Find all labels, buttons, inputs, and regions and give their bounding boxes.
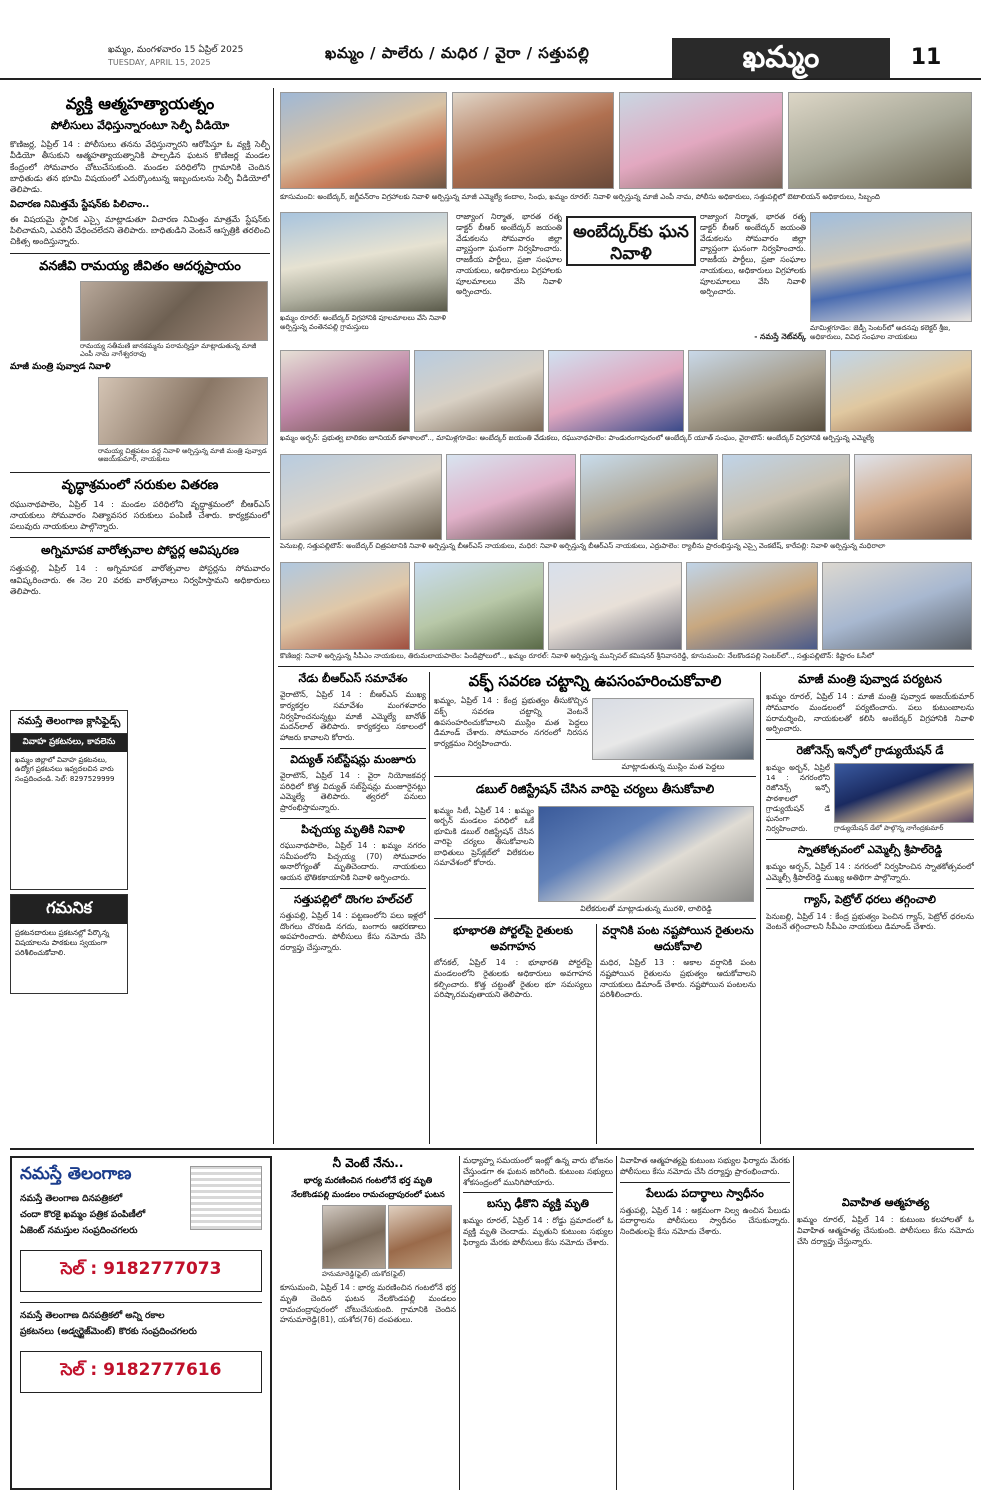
ad-line1: నమస్తే తెలంగాణ దినపత్రికలో xyxy=(20,1194,123,1204)
story-double-registration: ఖమ్మం సిటీ, ఏప్రిల్ 14 : ఖమ్మం అర్బన్ మండలం పరిధిలో ఒకే భూమికి డబుల్ రిజిస్ట్రేషన్ చేసిన వారిపై చర్యలు తీసుకోవాలని బాధితులు ప్రెస్‌క్లబ్‌లో విలేకరుల సమావేశంలో కోరారు. xyxy=(434,806,534,868)
feature-story-right: రాజ్యాంగ నిర్మాత, భారత రత్న డాక్టర్ బీఆర్ అంబేద్కర్ జయంతి వేడుకలను సోమవారం జిల్లా వ్యాప్తంగా ఘనంగా నిర్వహించారు. రాజకీయ పార్టీలు, ప్రజా సంఘాల నాయకులు, అధికారులు విగ్రహాలకు పూలమాలలు వేసి నివాళి అర్పించారు. xyxy=(700,212,806,297)
photo-madhira xyxy=(580,454,718,540)
notice-box xyxy=(10,894,128,994)
story-graduation-day: ఖమ్మం అర్బన్, ఏప్రిల్ 14 : నగరంలోని రెజోనెన్స్ ఇన్ఫో పాఠశాలలో గ్రాడ్యుయేషన్ డే ఘనంగా నిర్వహించారు. xyxy=(766,763,830,834)
story-fire-week: సత్తుపల్లి, ఏప్రిల్ 14 : అగ్నిమాపక వారోత్సవాల పోస్టర్లను సోమవారం ఆవిష్కరించారు. ఈ నెల 20 వరకు వారోత్సవాలు నిర్వహిస్తామని అధికారులు తెలిపారు. xyxy=(10,563,270,597)
photo-yashoda xyxy=(388,1205,452,1269)
headline-bhubharati: భూభారతి పోర్టల్‌పై రైతులకు అవగాహన xyxy=(453,924,573,953)
masthead xyxy=(0,0,981,80)
story-couple-cont: మధ్యాహ్న సమయంలో ఇంట్లో ఉన్న వారు భోజనం చేస్తుండగా ఈ ఘటన జరిగింది. కుటుంబ సభ్యులు శోకసంద్రంలో మునిగిపోయారు. xyxy=(463,1156,613,1187)
feature-headline-box xyxy=(566,216,696,266)
story-substations: వైరాటౌన్, ఏప్రిల్ 14 : వైరా నియోజకవర్గ పరిధిలో కొత్త విద్యుత్ సబ్‌స్టేషన్లు మంజూరైనట్లు ఎమ్మెల్యే తెలిపారు. త్వరలో పనులు ప్రారంభిస్తామన్నారు. xyxy=(280,770,426,812)
headline-bus-accident: బస్సు ఢీకొని వ్యక్తి మృతి xyxy=(486,1197,590,1211)
story-crop-loss: మధిర, ఏప్రిల్ 13 : అకాల వర్షానికి పంట నష్టపోయిన రైతులను ప్రభుత్వం ఆదుకోవాలని నాయకులు డిమాండ్ చేశారు. నష్టపోయిన పంటలను పరిశీలించారు. xyxy=(600,958,756,1000)
caption-wakf: మాట్లాడుతున్న ముస్లిం మత పెద్దలు xyxy=(621,762,725,771)
headline-married-woman: వివాహిత ఆత్మహత్య xyxy=(841,1196,930,1209)
rule-double-registration xyxy=(434,918,756,919)
story-couple: కూసుమంచి, ఏప్రిల్ 14 : భార్య మరణించిన గంటలోనే భర్త మృతి చెందిన ఘటన నేలకొండపల్లి మండలం రామచంద్రాపురంలో చోటుచేసుకుంది. గ్రామానికి చెందిన హనుమారెడ్డి(81), యశోద(76) దంపతులు. xyxy=(280,1283,456,1325)
ad-brand: నమస్తే తెలంగాణ xyxy=(20,1164,132,1184)
photo-wyra-mla xyxy=(830,350,972,432)
photo-errupalem-rally xyxy=(722,454,850,540)
headline-fire-week: అగ్నిమాపక వారోత్సవాల పోస్టర్ల ఆవిష్కరణ xyxy=(41,543,239,558)
caption-row4: కొణిజర్ల: నివాళి అర్పిస్తున్న సీపీఎం నాయకులు, తిరుమలాయపాలెం: పిండిప్రోలులో.., ఖమ్మం రూరల్: నివాళి అర్పిస్తున్న మున్సిపల్ కమిషనర్ శ్రీనివాసరెడ్డి, కూసుమంచి: నేలకొండపల్లి సెంటర్‌లో.., సత్తుపల్లిటౌన్: కిష్టారం ఓసీలో xyxy=(280,652,874,660)
photo-youth-sangham xyxy=(688,350,826,432)
masthead-date xyxy=(108,44,243,68)
feature-byline: - నమస్తే నెట్‌వర్క్ xyxy=(754,332,806,341)
right-column xyxy=(766,672,974,1144)
subhead-enquiry: విచారణ నిమిత్తమే స్టేషన్‌కు పిలిచాం.. xyxy=(10,198,150,210)
headline-crop-loss: వర్షానికి పంట నష్టపోయిన రైతులను ఆదుకోవాలి xyxy=(602,924,754,953)
headline-convocation: స్నాతకోత్సవంలో ఎమ్మెల్సీ శ్రీపాల్‌రెడ్డి xyxy=(797,844,943,856)
headline-thieves: సత్తుపల్లిలో దొంగల హల్‌చల్ xyxy=(293,892,413,906)
caption-mamillagudem: మామిళ్లగూడెం: జెడ్పీ సెంటర్‌లో అదనపు కలెక్టర్ శ్రీజ, అధికారులు, వివిధ సంఘాల నాయకులు xyxy=(810,324,951,342)
headline-substations: విద్యుత్ సబ్‌స్టేషన్లు మంజూరు xyxy=(290,752,416,766)
story-explosives: సత్తుపల్లి, ఏప్రిల్ 14 : అక్రమంగా నిల్వ ఉంచిన పేలుడు పదార్థాలను పోలీసులు స్వాధీనం చేసుకున్నారు. నిందితులపై కేసు నమోదు చేశారు. xyxy=(620,1205,790,1236)
photo-penuballi xyxy=(280,454,442,540)
story-suicide-attempt: కొణిజర్ల, ఏప్రిల్ 14 : పోలీసులు తనను వేధిస్తున్నారని ఆరోపిస్తూ ఓ వ్యక్తి సెల్ఫీ వీడియో తీసుకుని ఆత్మహత్యాయత్నానికి పాల్పడిన ఘటన కొణిజర్ల మండల కేంద్రంలో సోమవారం చోటుచేసుకుంది. మండల పరిధిలోని గ్రామానికి చెందిన బాధితుడు తన భూమి విషయంలో ఎదుర్కొంటున్న ఇబ్బందులను సెల్ఫీ వీడియోలో తెలిపాడు. xyxy=(10,139,270,195)
story-thieves: సత్తుపల్లి, ఏప్రిల్ 14 : పట్టణంలోని పలు ఇళ్లలో దొంగలు చొరబడి నగదు, బంగారు ఆభరణాలు అపహరించారు. పోలీసులు కేసు నమోదు చేసి దర్యాప్తు చేస్తున్నారు. xyxy=(280,910,426,952)
headline-suicide-attempt: వ్యక్తి ఆత్మహత్యాయత్నం xyxy=(65,94,215,113)
classifieds-body: ఖమ్మం జిల్లాలో వివాహ ప్రకటనలు, ఉద్యోగ ప్రకటనలు ఇవ్వదలచిన వారు సంప్రదించండి. సెల్: 8297529999 xyxy=(15,756,115,783)
caption-vanajeevi: రామయ్య సతీమణి జానకమ్మను పరామర్శిస్తూ మాట్లాడుతున్న మాజీ ఎంపీ నామ నాగేశ్వరరావు xyxy=(80,341,257,359)
story-wakf: ఖమ్మం, ఏప్రిల్ 14 : కేంద్ర ప్రభుత్వం తీసుకొచ్చిన వక్ఫ్ సవరణ చట్టాన్ని వెంటనే ఉపసంహరించుకోవాలని ముస్లిం మత పెద్దలు డిమాండ్ చేశారు. సోమవారం నగరంలో నిరసన కార్యక్రమం నిర్వహించారు. xyxy=(434,696,588,748)
bottom-rule-3 xyxy=(793,1156,794,1490)
bottom-story-bus xyxy=(463,1156,613,1490)
caption-puvvada-tribute: రామయ్య చిత్రపటం వద్ద నివాళి అర్పిస్తున్న మాజీ మంత్రి పువ్వాడ అజయ్‌కుమార్, నాయకులు xyxy=(98,446,267,464)
photo-hanumareddy xyxy=(322,1205,386,1269)
ad-phone-subscription: సెల్ : 9182777073 xyxy=(20,1250,262,1292)
headline-gas-petrol: గ్యాస్, పెట్రోల్ ధరలు తగ్గించాలి xyxy=(804,892,936,906)
ad-line5: ప్రకటనలు (అడ్వర్టైజ్‌మెంట్) కొరకు సంప్రదించగలరు xyxy=(20,1327,197,1337)
caption-row3: పెనుబల్లి, సత్తుపల్లిటౌన్: అంబేద్కర్ చిత్రపటానికి నివాళి అర్పిస్తున్న బీఆర్‌ఎస్ నాయకులు, మధిర: నివాళి అర్పిస్తున్న బీఆర్‌ఎస్ నాయకులు, ఎర్రుపాలెం: ర్యాలీను ప్రారంభిస్తున్న ఎస్సై వెంకటేష్, కారేపల్లి: నివాళి అర్పిస్తున్న మధిరాలా xyxy=(280,542,886,550)
photo-vantenapalli xyxy=(280,212,448,312)
date-telugu: ఖమ్మం, మంగళవారం 15 ఏప్రిల్ 2025 xyxy=(108,45,244,55)
column-rule-middle xyxy=(429,672,430,1144)
photo-kusumanchi xyxy=(280,92,447,189)
photo-puvvada-tribute xyxy=(98,377,268,445)
subhead-puvvada-tribute: మాజీ మంత్రి పువ్వాడ నివాళి xyxy=(10,361,111,372)
notice-body: ప్రకటనదారులు ప్రకటనల్లో పేర్కొన్న విషయాలను పాఠకులు స్వయంగా పరిశీలించుకోవాలి. xyxy=(15,928,110,958)
photo-students-rally xyxy=(548,350,684,432)
photo-mamillagudem-statue xyxy=(810,212,972,322)
photo-graduation xyxy=(834,763,974,823)
story-enquiry: ఈ విషయమై స్థానిక ఎస్సై మాట్లాడుతూ విచారణ నిమిత్తం మాత్రమే స్టేషన్‌కు పిలిచామని, ఎవరినీ వేధించలేదని తెలిపారు. బాధితుడిని వెంటనే ఆస్పత్రికి తరలించి చికిత్స అందిస్తున్నారు. xyxy=(10,213,270,247)
photo-konijerla-cpm xyxy=(280,562,410,650)
ad-phone-advertisement: సెల్ : 9182777616 xyxy=(20,1351,262,1393)
ad-line2: చందా కొరకై ఖమ్మం పత్రిక పంపిణీలో xyxy=(20,1210,146,1220)
story-bus-accident: ఖమ్మం రూరల్, ఏప్రిల్ 14 : రోడ్డు ప్రమాదంలో ఓ వ్యక్తి మృతి చెందాడు. మృతుని కుటుంబ సభ్యుల ఫిర్యాదు మేరకు పోలీసులు కేసు నమోదు చేశారు. xyxy=(463,1216,613,1247)
column-rule-bhubharati xyxy=(596,924,597,1144)
date-english: TUESDAY, APRIL 15, 2025 xyxy=(108,57,211,67)
photo-karepalli xyxy=(854,454,972,540)
story-puvvada-tour: ఖమ్మం రూరల్, ఏప్రిల్ 14 : మాజీ మంత్రి పువ్వాడ అజయ్‌కుమార్ సోమవారం మండలంలో పర్యటించారు. పలు కుటుంబాలను పరామర్శించి, నాయకులతో కలిసి అంబేద్కర్ విగ్రహానికి నివాళి అర్పించారు. xyxy=(766,692,974,734)
subhead-couple-place: నేలకొండపల్లి మండలం రామచంద్రాపురంలో ఘటన xyxy=(291,1190,445,1199)
story-suicide-cont: వివాహిత ఆత్మహత్యపై కుటుంబ సభ్యుల ఫిర్యాదు మేరకు పోలీసులు కేసు నమోదు చేసి దర్యాప్తు ప్రారంభించారు. xyxy=(620,1156,790,1176)
photo-pindiprolu xyxy=(414,562,544,650)
photo-wakf-protest xyxy=(592,698,754,760)
ad-line3: ఏజెంట్ నమస్తుల సంప్రదించగలరు xyxy=(20,1226,138,1236)
photo-municipal-commissioner xyxy=(548,562,682,650)
photo-khammam-rural xyxy=(619,92,783,189)
story-oldage-home: రఘునాథపాలెం, ఏప్రిల్ 14 : మండల పరిధిలోని వృద్ధాశ్రమంలో బీఆర్‌ఎస్ నాయకులు సోమవారం నిత్యావసర సరుకులు పంపిణీ చేశారు. కార్యక్రమంలో పలువురు నాయకులు పాల్గొన్నారు. xyxy=(10,498,270,532)
ad-line4: నమస్తే తెలంగాణ దినపత్రికలో అన్ని రకాల xyxy=(20,1311,165,1321)
headline-brs-meeting: నేడు బీఆర్‌ఎస్ సమావేశం xyxy=(298,672,408,685)
headline-couple: నీ వెంటే నేను.. xyxy=(332,1156,404,1170)
headline-vanajeevi: వనజీవి రామయ్య జీవితం ఆదర్శప్రాయం xyxy=(39,258,241,274)
column-rule-left xyxy=(273,88,274,1144)
photo-sathupalli-battalion xyxy=(788,92,972,189)
subhead-couple: భార్య మరణించిన గంటలోనే భర్త మృతి xyxy=(303,1176,433,1186)
classifieds-band: వివాహ ప్రకటనలు, కావలెను xyxy=(11,734,127,752)
caption-press-club: విలేకరులతో మాట్లాడుతున్న మురళి, లాలిరెడ్డి xyxy=(580,904,712,913)
bottom-story-explosives xyxy=(620,1156,790,1490)
column-rule-right xyxy=(760,672,761,1144)
headline-double-registration: డబుల్ రిజిస్ట్రేషన్ చేసిన వారిపై చర్యలు తీసుకోవాలి xyxy=(475,782,715,796)
subhead-selfie-video: పోలీసులు వేధిస్తున్నారంటూ సెల్ఫీ వీడియో xyxy=(50,119,230,132)
edition-name: ఖమ్మం xyxy=(672,38,890,78)
story-brs-meeting: వైరాటౌన్, ఏప్రిల్ 14 : బీఆర్‌ఎస్ ముఖ్య కార్యకర్తల సమావేశం మంగళవారం నిర్వహించనున్నట్లు మాజీ ఎమ్మెల్యే బానోత్ మదన్‌లాల్ తెలిపారు. కార్యకర్తలు సకాలంలో హాజరు కావాలని కోరారు. xyxy=(280,690,426,742)
photo-kishtaram-oc xyxy=(822,562,972,650)
story-pichaiah: రఘునాథపాలెం, ఏప్రిల్ 14 : ఖమ్మం నగరం సమీపంలోని పిచ్చయ్య (70) సోమవారం అనారోగ్యంతో మృతిచెందారు. నాయకులు ఆయన భౌతికకాయానికి నివాళి అర్పించారు. xyxy=(280,840,426,882)
photo-press-club xyxy=(538,806,754,902)
photo-jayanti-event xyxy=(414,350,544,432)
middle-narrow-column xyxy=(280,672,426,1144)
caption-graduation: గ్రాడ్యుయేషన్ డేలో పాల్గొన్న నాగేంద్రకుమార్ xyxy=(834,824,944,832)
headline-oldage-home: వృద్ధాశ్రమంలో సరుకుల వితరణ xyxy=(61,477,219,493)
story-convocation: ఖమ్మం అర్బన్, ఏప్రిల్ 14 : నగరంలో నిర్వహించిన స్నాతకోత్సవంలో ఎమ్మెల్సీ శ్రీపాల్‌రెడ్డి ముఖ్య అతిథిగా పాల్గొన్నారు. xyxy=(766,862,974,882)
subscription-ad xyxy=(10,1156,272,1490)
photo-sindhu xyxy=(452,92,614,189)
headline-wakf: వక్ఫ్ సవరణ చట్టాన్ని ఉపసంహరించుకోవాలి xyxy=(468,672,722,690)
bottom-rule-1 xyxy=(459,1156,460,1490)
caption-couple: హనుమారెడ్డి(ఫైల్) యశోద(ఫైల్) xyxy=(322,1270,406,1278)
rule-below-photos xyxy=(278,666,974,667)
story-bhubharati: బోనకల్, ఏప్రిల్ 14 : భూభారతి పోర్టల్‌పై మండలంలోని రైతులకు అధికారులు అవగాహన కల్పించారు. కొత్త చట్టంతో రైతుల భూ సమస్యలు పరిష్కారమవుతాయని తెలిపారు. xyxy=(434,958,592,1000)
bottom-story-couple xyxy=(280,1156,456,1490)
headline-graduation-day: రెజోనెన్స్ ఇన్ఫోలో గ్రాడ్యుయేషన్ డే xyxy=(796,744,944,757)
headline-pichaiah: పిచ్చయ్య మృతికి నివాళి xyxy=(301,822,405,836)
story-gas-petrol: పెనుబల్లి, ఏప్రిల్ 14 : కేంద్ర ప్రభుత్వం పెంచిన గ్యాస్, పెట్రోల్ ధరలను వెంటనే తగ్గించాలని సీపీఎం నాయకులు డిమాండ్ చేశారు. xyxy=(766,911,974,932)
bottom-rule-2 xyxy=(616,1156,617,1490)
classifieds-title: నమస్తే తెలంగాణ క్లాసిఫైడ్స్ xyxy=(11,711,127,734)
story-married-woman: ఖమ్మం రూరల్, ఏప్రిల్ 14 : కుటుంబ కలహాలతో ఓ వివాహిత ఆత్మహత్య చేసుకుంది. పోలీసులు కేసు నమోదు చేసి దర్యాప్తు చేస్తున్నారు. xyxy=(797,1215,974,1246)
left-column xyxy=(10,88,270,1144)
caption-top-row: కూసుమంచి: అంబేద్కర్, జగ్జీవన్‌రాం విగ్రహాలకు నివాళి అర్పిస్తున్న మాజీ ఎమ్మెల్యే కందాల, సింధు, ఖమ్మం రూరల్: నివాళి అర్పిస్తున్న మాజీ ఎంపీ నామ, పోలీసు అధికారులు, సత్తుపల్లిలో బెటాలియన్ అధికారులు, సిబ్బంది xyxy=(280,192,881,201)
rule-wakf xyxy=(434,776,756,777)
photo-nelakondapalli xyxy=(686,562,818,650)
edition-places: ఖమ్మం / పాలేరు / మధిర / వైరా / సత్తుపల్లి xyxy=(325,44,590,62)
ad-newspaper-image xyxy=(190,1166,262,1230)
caption-vantenapalli: ఖమ్మం రూరల్: అంబేద్కర్ విగ్రహానికి పూలమాలలు వేసి నివాళి అర్పిస్తున్న వంతెనపల్లి గ్రామస్తులు xyxy=(280,314,447,332)
caption-row2: ఖమ్మం అర్బన్: ప్రభుత్వ బాలికల జూనియర్ కళాశాలలో.., మామిళ్లగూడెం: అంబేద్కర్ జయంతి వేడుకలు, రఘునాథపాలెం: పాండురంగాపురంలో అంబేద్కర్ యూత్ సంఘం, వైరాటౌన్: అంబేద్కర్ విగ్రహానికి అర్పిస్తున్న ఎమ్మెల్యే xyxy=(280,434,875,442)
photo-vanajeevi xyxy=(80,281,268,341)
feature-headline: అంబేద్కర్‌కు ఘన నివాళి xyxy=(573,222,689,264)
photo-sathupalli-town xyxy=(446,454,576,540)
photo-girls-college xyxy=(280,350,410,432)
bottom-story-married-woman xyxy=(797,1156,974,1490)
rule-bottom-section xyxy=(10,1148,974,1150)
headline-puvvada-tour: మాజీ మంత్రి పువ్వాడ పర్యటన xyxy=(798,672,942,686)
headline-explosives: పేలుడు పదార్థాలు స్వాధీనం xyxy=(646,1186,764,1200)
notice-title: గమనిక xyxy=(11,895,127,924)
classifieds-ad xyxy=(10,710,128,890)
page-number: 11 xyxy=(910,45,942,70)
feature-story-left: రాజ్యాంగ నిర్మాత, భారత రత్న డాక్టర్ బీఆర్ అంబేద్కర్ జయంతి వేడుకలను సోమవారం జిల్లా వ్యాప్తంగా ఘనంగా నిర్వహించారు. రాజకీయ పార్టీలు, ప్రజా సంఘాల నాయకులు, అధికారులు విగ్రహాలకు పూలమాలలు వేసి నివాళి అర్పించారు. xyxy=(456,212,562,297)
